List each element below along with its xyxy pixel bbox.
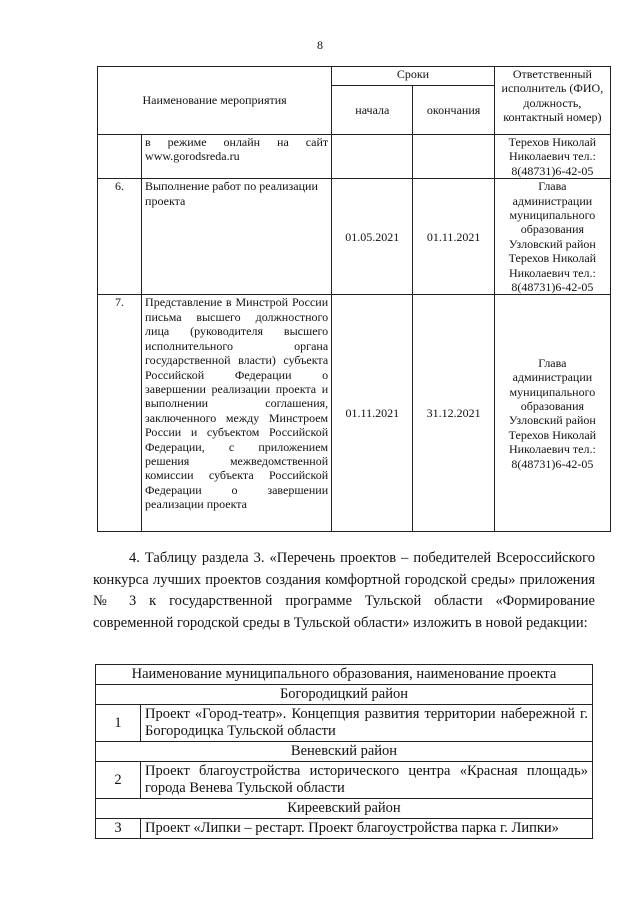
header-name: Наименование мероприятия — [98, 67, 332, 135]
row-name-cont-line1: в режиме онлайн на сайт — [145, 135, 329, 149]
district-name: Киреевский район — [96, 799, 593, 819]
header-terms: Сроки — [332, 67, 495, 86]
project-name: Проект «Липки – рестарт. Проект благоустройства парка г. Липки» — [141, 819, 593, 839]
district-row — [96, 799, 593, 819]
projects-table — [95, 664, 593, 839]
projects-header: Наименование муниципального образования, наименование проекта — [96, 665, 593, 685]
project-name: Проект благоустройства исторического центра «Красная площадь» города Венева Тульской области — [141, 762, 593, 799]
row-end-date: 31.12.2021 — [413, 295, 494, 532]
project-name: Проект «Город-театр». Концепция развития территории набережной г. Богородицка Тульской области — [141, 705, 593, 742]
table-row — [98, 135, 611, 179]
header-start: начала — [332, 86, 413, 135]
row-responsible-cont: Терехов Николай Николаевич тел.: 8(48731)6-42-05 — [494, 135, 610, 179]
row-name: Представление в Минстрой России письма высшего должностного лица (руководителя высшего исполнительного органа государственной власти) субъекта Российской Федерации о завершении реализации проекта и выполнении соглашения, заключенного между Минстроем России и субъектом Российской Федерации, с приложением решения межведомственной комиссии субъекта Российской Федерации о завершении реализации проекта — [142, 295, 332, 532]
district-name: Веневский район — [96, 742, 593, 762]
row-number: 7. — [98, 295, 142, 532]
row-name: Выполнение работ по реализации проекта — [142, 179, 332, 295]
page-number: 8 — [317, 38, 323, 52]
website-link: www.gorodsreda.ru — [145, 149, 240, 164]
header-responsible: Ответственный исполнитель (ФИО, должность, контактный номер) — [494, 67, 610, 135]
table-row — [96, 819, 593, 839]
row-responsible: Глава администрации муниципального образования Узловский район Терехов Николай Николаевич тел.: 8(48731)6-42-05 — [494, 179, 610, 295]
project-number: 1 — [96, 705, 141, 742]
row-start-date: 01.11.2021 — [332, 295, 413, 532]
table-row — [98, 179, 611, 295]
table-row — [96, 762, 593, 799]
events-table — [97, 66, 611, 532]
project-number: 2 — [96, 762, 141, 799]
district-row — [96, 742, 593, 762]
table-row — [96, 705, 593, 742]
row-end-date: 01.11.2021 — [413, 179, 494, 295]
table-header-row — [96, 665, 593, 685]
table-header-row — [98, 67, 611, 86]
amendment-paragraph: 4. Таблицу раздела 3. «Перечень проектов – победителей Всероссийского конкурса лучших проектов создания комфортной городской среды» приложения № 3 к государственной программе Тульской области «Формирование современной городской среды в Тульской области» изложить в новой редакции: — [93, 550, 595, 631]
row-name-cont — [142, 135, 332, 179]
project-number: 3 — [96, 819, 141, 839]
district-row — [96, 685, 593, 705]
header-end: окончания — [413, 86, 494, 135]
row-start-date: 01.05.2021 — [332, 179, 413, 295]
row-number: 6. — [98, 179, 142, 295]
district-name: Богородицкий район — [96, 685, 593, 705]
row-responsible: Глава администрации муниципального образования Узловский район Терехов Николай Николаевич тел.: 8(48731)6-42-05 — [494, 295, 610, 532]
table-row — [98, 295, 611, 532]
